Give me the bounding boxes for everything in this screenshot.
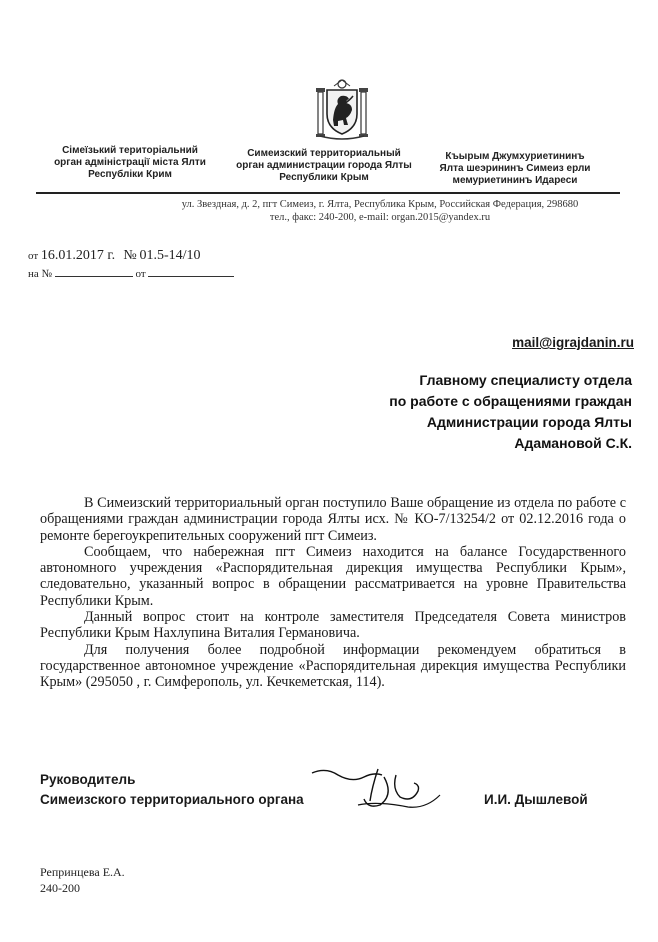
contact-line: тел., факс: 240-200, e-mail: organ.2015@yandex.ru — [269, 212, 491, 223]
header-crimean-tatar-line-1: Къырым Джумхуриетининъ — [445, 151, 585, 162]
signatory-name: И.И. Дышлевой — [484, 792, 588, 807]
executor-block — [40, 864, 125, 896]
header-crimean-tatar-block — [420, 151, 610, 187]
header-ukrainian-line-3: Республіки Крим — [88, 169, 172, 180]
reference-number-prefix: на № — [28, 268, 53, 280]
header-divider — [36, 192, 620, 194]
handwritten-signature-icon — [308, 765, 448, 815]
body-paragraph-2: Сообщаем, что набережная пгт Симеиз находится на балансе Государственного автономного учреждения «Распорядительная дирекция имущества Республики Крым», следовательно, указанный вопрос в обращении рассматривается на уровне Правительства Республики Крым. — [40, 543, 626, 609]
organization-address — [120, 198, 640, 224]
letter-number: 01.5-14/10 — [139, 248, 201, 263]
header-russian-line-1: Симеизский территориальный — [247, 148, 401, 159]
header-ukrainian-line-1: Сімеїзький територіальний — [62, 145, 198, 156]
recipient-block — [389, 370, 632, 454]
header-crimean-tatar-line-2: Ялта шеэрининъ Симеиз ерли — [439, 163, 591, 174]
recipient-line-3: Администрации города Ялты — [426, 414, 632, 430]
letter-body — [40, 495, 626, 691]
header-russian-block — [224, 148, 424, 184]
header-russian-line-2: орган администрации города Ялты — [236, 160, 412, 171]
date-prefix: от — [28, 250, 39, 262]
reference-date-prefix: от — [135, 268, 146, 280]
reference-registration-line — [28, 266, 234, 280]
header-ukrainian-line-2: орган адміністрації міста Ялти — [54, 157, 206, 168]
recipient-line-2: по работе с обращениями граждан — [389, 393, 632, 409]
letter-date: 16.01.2017 г. — [40, 248, 116, 263]
header-ukrainian-block — [30, 145, 230, 181]
body-paragraph-1: В Симеизский территориальный орган поступило Ваше обращение из отдела по работе с обращениями граждан администрации города Ялты исх. № КО-7/13254/2 от 02.12.2016 года о ремонте берегоукрепительных сооружений пгт Симеиз. — [40, 495, 626, 544]
header-crimean-tatar-line-3: мемуриетининъ Идареси — [452, 175, 578, 186]
body-paragraph-4: Для получения более подробной информации рекомендуем обратиться в государственное автономное учреждение «Распорядительная дирекция имущества Республики Крым» (295050 , г. Симферополь, ул. Кечкеметская, 114). — [40, 641, 626, 691]
executor-name: Репринцева Е.А. — [40, 865, 125, 879]
reference-number-blank — [55, 266, 133, 277]
header-russian-line-3: Республики Крым — [279, 172, 369, 183]
reference-date-blank — [148, 266, 234, 277]
signatory-title — [40, 770, 304, 810]
executor-phone: 240-200 — [40, 881, 80, 895]
body-paragraph-3: Данный вопрос стоит на контроле заместителя Председателя Совета министров Республики Крым Нахлупина Виталия Германовича. — [40, 609, 626, 642]
handwritten-signature — [308, 765, 448, 815]
recipient-line-1: Главному специалисту отдела — [419, 372, 632, 388]
recipient-email[interactable]: mail@igrajdanin.ru — [512, 335, 634, 350]
signatory-title-line-1: Руководитель — [40, 772, 136, 787]
number-sign: № — [123, 248, 137, 263]
crimea-coat-of-arms-icon — [316, 78, 368, 140]
registration-block — [28, 248, 234, 280]
outgoing-registration-line — [28, 248, 234, 264]
coat-of-arms-emblem — [316, 78, 368, 140]
recipient-line-4: Адамановой С.К. — [514, 435, 632, 451]
signatory-title-line-2: Симеизского территориального органа — [40, 792, 304, 807]
address-line: ул. Звездная, д. 2, пгт Симеиз, г. Ялта, Республика Крым, Российская Федерация, 298680 — [181, 199, 579, 210]
